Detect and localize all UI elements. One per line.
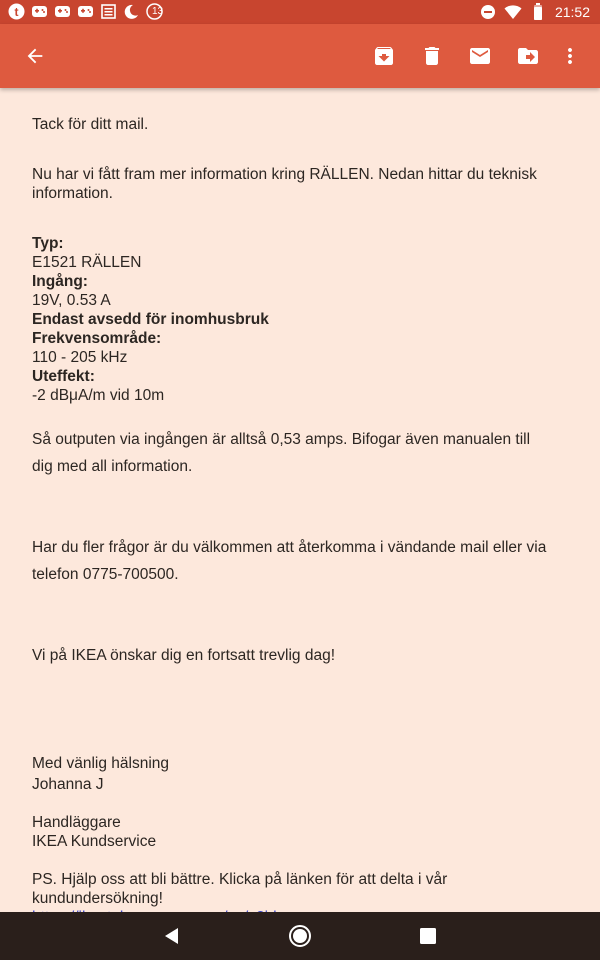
- spec-input-value: 19V, 0.53 A: [32, 292, 111, 309]
- email-body: [32, 88, 572, 912]
- notification-badge-text: 13: [151, 6, 164, 17]
- status-bar: [0, 0, 600, 24]
- more-vert-icon: [558, 44, 582, 68]
- nav-back-icon: [162, 926, 182, 946]
- gamepad-icon: [77, 3, 94, 20]
- nav-home-icon: [288, 924, 312, 948]
- nav-home-button[interactable]: [270, 912, 330, 960]
- app-t-icon: [8, 3, 25, 20]
- spec-type-label: Typ:: [32, 235, 64, 252]
- questions-line-2: telefon 0775-700500.: [32, 566, 179, 583]
- spec-frequency-label: Frekvensområde:: [32, 330, 162, 347]
- output-line-1: Så outputen via ingången är alltså 0,53 amps. Bifogar även manualen till: [32, 431, 531, 448]
- delete-icon: [420, 44, 444, 68]
- greeting: Tack för ditt mail.: [32, 116, 149, 133]
- ps-line-2: kundundersökning!: [32, 890, 163, 907]
- nav-back-button[interactable]: [142, 912, 202, 960]
- wifi-icon: [505, 3, 522, 20]
- gamepad-icon: [31, 3, 48, 20]
- delete-button[interactable]: [408, 24, 456, 88]
- signature-name: Johanna J: [32, 776, 104, 793]
- wishes: Vi på IKEA önskar dig en fortsatt trevlig dag!: [32, 647, 335, 664]
- intro-line-1: Nu har vi fått fram mer information kring RÄLLEN. Nedan hittar du teknisk: [32, 166, 537, 183]
- battery-icon: [530, 3, 547, 20]
- mark-unread-button[interactable]: [456, 24, 504, 88]
- move-to-button[interactable]: [504, 24, 552, 88]
- clock: 21:52: [554, 3, 590, 20]
- back-icon: [24, 45, 46, 67]
- move-to-icon: [516, 44, 540, 68]
- nav-recents-button[interactable]: [398, 912, 458, 960]
- moon-icon: [123, 3, 140, 20]
- svg-text:t: t: [14, 5, 19, 19]
- navigation-bar: [0, 912, 600, 960]
- gamepad-icon: [54, 3, 71, 20]
- signature-department: IKEA Kundservice: [32, 833, 157, 850]
- ps-line-1: PS. Hjälp oss att bli bättre. Klicka på länken för att delta i vår: [32, 871, 448, 888]
- dnd-icon: [480, 3, 497, 20]
- more-options-button[interactable]: [546, 24, 594, 88]
- signature-role: Handläggare: [32, 814, 121, 831]
- spec-type-value: E1521 RÄLLEN: [32, 254, 142, 271]
- spec-indoor-note: Endast avsedd för inomhusbruk: [32, 311, 269, 328]
- back-button[interactable]: [11, 24, 59, 88]
- archive-icon: [372, 44, 396, 68]
- news-icon: [100, 3, 117, 20]
- nav-recents-icon: [419, 927, 437, 945]
- questions-line-1: Har du fler frågor är du välkommen att återkomma i vändande mail eller via: [32, 539, 547, 556]
- spec-output-label: Uteffekt:: [32, 368, 95, 385]
- mark-unread-icon: [468, 44, 492, 68]
- spec-frequency-value: 110 - 205 kHz: [32, 349, 128, 366]
- archive-button[interactable]: [360, 24, 408, 88]
- intro-line-2: information.: [32, 185, 113, 202]
- output-line-2: dig med all information.: [32, 458, 193, 475]
- spec-output-value: -2 dBμA/m vid 10m: [32, 387, 165, 404]
- spec-input-label: Ingång:: [32, 273, 88, 290]
- closing: Med vänlig hälsning: [32, 755, 170, 772]
- notification-icons: [8, 3, 166, 20]
- system-icons: [480, 3, 590, 20]
- app-bar: [0, 24, 600, 88]
